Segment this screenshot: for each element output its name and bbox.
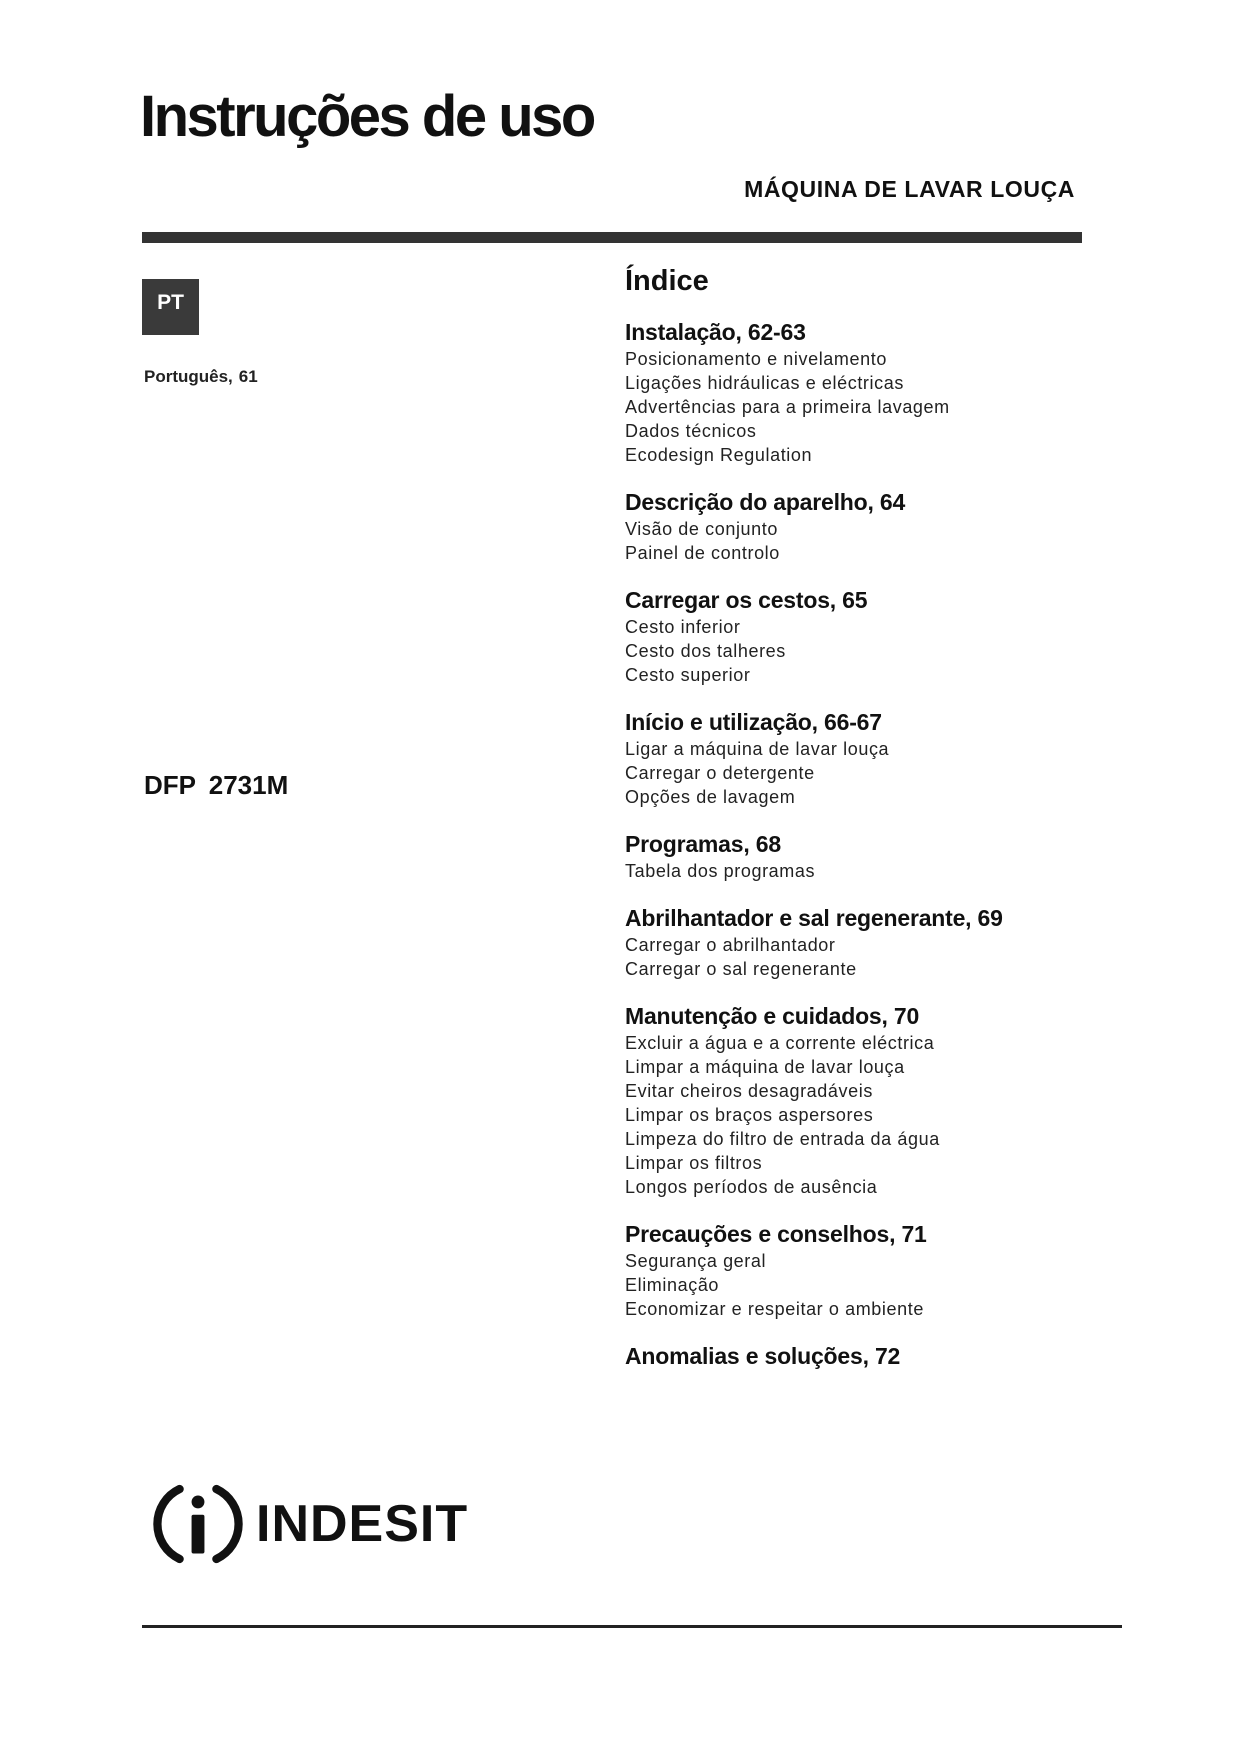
toc-item-list — [625, 859, 1145, 883]
toc-item[interactable]: Carregar o sal regenerante — [625, 958, 857, 979]
toc-section-title[interactable]: Carregar os cestos, 65 — [625, 586, 868, 613]
toc-section-title[interactable]: Abrilhantador e sal regenerante, 69 — [625, 904, 1003, 931]
toc-section — [625, 585, 1145, 687]
toc-item-list — [625, 615, 1145, 687]
toc-section — [625, 1341, 1145, 1371]
product-type: MÁQUINA DE LAVAR LOUÇA — [744, 176, 1075, 202]
toc-section-title[interactable]: Manutenção e cuidados, 70 — [625, 1002, 920, 1029]
toc-sections — [625, 317, 1145, 1371]
toc-item[interactable]: Segurança geral — [625, 1250, 767, 1271]
toc-section — [625, 707, 1145, 809]
toc-item[interactable]: Painel de controlo — [625, 542, 780, 563]
toc-item[interactable]: Eliminação — [625, 1274, 720, 1295]
language-badge: PT — [142, 279, 199, 335]
toc-section-title[interactable]: Anomalias e soluções, 72 — [625, 1342, 901, 1369]
toc-item[interactable]: Dados técnicos — [625, 420, 757, 441]
toc-item[interactable]: Excluir a água e a corrente eléctrica — [625, 1032, 935, 1053]
toc-section — [625, 1219, 1145, 1321]
toc-item-list — [625, 517, 1145, 565]
table-of-contents — [625, 264, 1145, 1391]
page-title: Instruções de uso — [140, 84, 594, 149]
toc-item-list — [625, 737, 1145, 809]
toc-item[interactable]: Ligar a máquina de lavar louça — [625, 738, 890, 759]
toc-section — [625, 903, 1145, 981]
toc-item[interactable]: Carregar o abrilhantador — [625, 934, 836, 955]
toc-item[interactable]: Cesto superior — [625, 664, 751, 685]
toc-item[interactable]: Ecodesign Regulation — [625, 444, 813, 465]
toc-item[interactable]: Limpar a máquina de lavar louça — [625, 1056, 905, 1077]
language-entry[interactable] — [144, 367, 258, 387]
toc-section-title[interactable]: Descrição do aparelho, 64 — [625, 488, 906, 515]
toc-item[interactable]: Cesto inferior — [625, 616, 741, 637]
toc-section — [625, 829, 1145, 883]
toc-section-title[interactable]: Instalação, 62-63 — [625, 318, 806, 345]
toc-item[interactable]: Evitar cheiros desagradáveis — [625, 1080, 873, 1101]
footer-divider — [142, 1625, 1122, 1628]
brand-logo — [152, 1478, 468, 1570]
toc-item-list — [625, 933, 1145, 981]
language-label: Português, — [144, 367, 233, 386]
toc-item[interactable]: Ligações hidráulicas e eléctricas — [625, 372, 904, 393]
toc-item[interactable]: Opções de lavagem — [625, 786, 796, 807]
toc-section-title[interactable]: Programas, 68 — [625, 830, 781, 857]
toc-item-list — [625, 1249, 1145, 1321]
toc-item[interactable]: Economizar e respeitar o ambiente — [625, 1298, 924, 1319]
toc-section-title[interactable]: Precauções e conselhos, 71 — [625, 1220, 927, 1247]
toc-section-title[interactable]: Início e utilização, 66-67 — [625, 708, 882, 735]
indesit-logo-icon — [152, 1478, 244, 1570]
toc-section — [625, 317, 1145, 467]
brand-name: INDESIT — [256, 1495, 469, 1553]
toc-item-list — [625, 347, 1145, 467]
toc-item-list — [625, 1031, 1145, 1199]
toc-item[interactable]: Limpar os braços aspersores — [625, 1104, 874, 1125]
toc-item[interactable]: Cesto dos talheres — [625, 640, 786, 661]
header-divider — [142, 232, 1082, 243]
toc-item[interactable]: Carregar o detergente — [625, 762, 815, 783]
toc-item[interactable]: Posicionamento e nivelamento — [625, 348, 887, 369]
toc-heading: Índice — [625, 265, 709, 297]
toc-section — [625, 1001, 1145, 1199]
toc-item[interactable]: Advertências para a primeira lavagem — [625, 396, 950, 417]
model-number: DFP 2731M — [144, 770, 289, 800]
toc-item[interactable]: Visão de conjunto — [625, 518, 778, 539]
toc-item[interactable]: Limpeza do filtro de entrada da água — [625, 1128, 940, 1149]
language-page: 61 — [238, 367, 258, 386]
toc-item[interactable]: Longos períodos de ausência — [625, 1176, 878, 1197]
toc-item[interactable]: Tabela dos programas — [625, 860, 816, 881]
toc-section — [625, 487, 1145, 565]
toc-item[interactable]: Limpar os filtros — [625, 1152, 763, 1173]
